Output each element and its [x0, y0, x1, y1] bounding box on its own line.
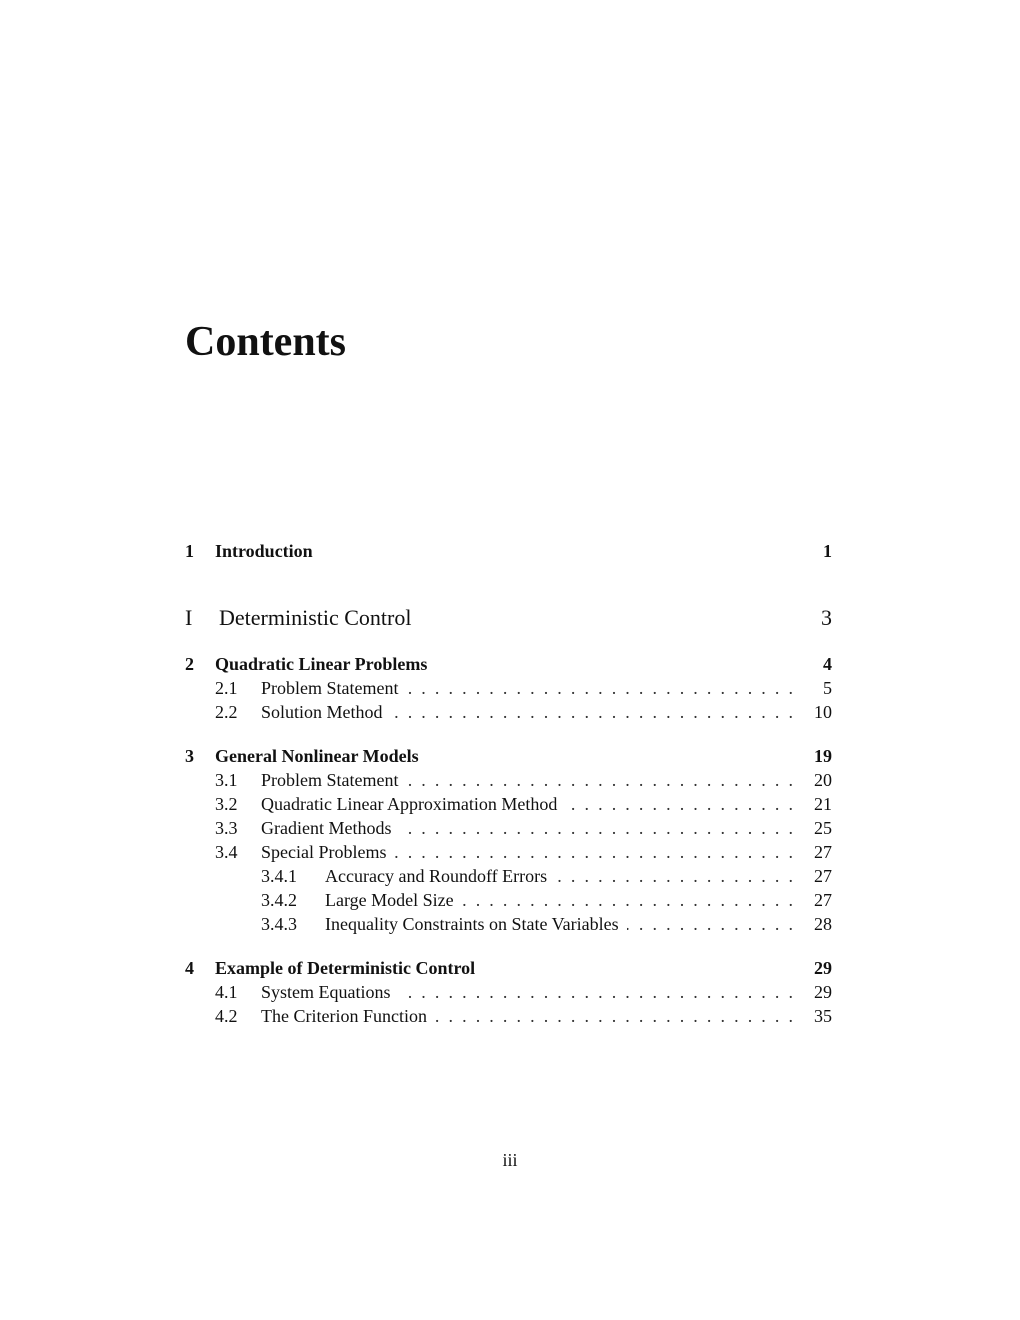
dot-leader	[406, 770, 793, 791]
entry-page: 27	[814, 865, 832, 886]
toc-entry-chapter[interactable]	[185, 652, 832, 676]
dot-leader	[565, 794, 793, 815]
entry-number: 3.3	[215, 817, 238, 838]
entry-page: 27	[814, 889, 832, 910]
page-title: Contents	[185, 319, 347, 365]
toc-entry-chapter[interactable]	[185, 956, 832, 980]
entry-page: 10	[814, 701, 832, 722]
entry-number: 3.4	[215, 841, 238, 862]
toc-entry-chapter[interactable]	[185, 539, 832, 563]
entry-number: 3.1	[215, 769, 238, 790]
entry-title: Problem Statement	[261, 677, 399, 698]
entry-number: 4.2	[215, 1005, 238, 1026]
entry-number: 3.4.2	[261, 889, 297, 910]
entry-title: Inequality Constraints on State Variables	[325, 913, 619, 934]
entry-page: 29	[814, 981, 832, 1002]
page-number: iii	[502, 1150, 518, 1170]
entry-number: I	[185, 605, 193, 630]
toc-entry-part[interactable]	[185, 603, 832, 633]
toc-entry-section[interactable]	[185, 700, 832, 724]
entry-number: 4.1	[215, 981, 238, 1002]
entry-number: 3	[185, 745, 194, 766]
entry-number: 4	[185, 957, 194, 978]
dot-leader	[399, 982, 793, 1003]
entry-number: 1	[185, 540, 194, 561]
entry-page: 19	[814, 745, 832, 766]
toc-entry-section[interactable]	[185, 1004, 832, 1028]
entry-page: 25	[814, 817, 832, 838]
entry-title: Solution Method	[261, 701, 383, 722]
entry-number: 3.4.3	[261, 913, 297, 934]
dot-leader	[394, 842, 793, 863]
entry-page: 29	[814, 957, 832, 978]
entry-title: The Criterion Function	[261, 1005, 427, 1026]
toc-entry-section[interactable]	[185, 840, 832, 864]
toc-entry-section[interactable]	[185, 792, 832, 816]
entry-page: 28	[814, 913, 832, 934]
entry-number: 2.2	[215, 701, 238, 722]
entry-title: Deterministic Control	[219, 605, 412, 630]
entry-title: Quadratic Linear Problems	[215, 653, 428, 674]
entry-number: 2.1	[215, 677, 238, 698]
dot-leader	[391, 702, 793, 723]
entry-page: 21	[814, 793, 832, 814]
entry-title: Special Problems	[261, 841, 387, 862]
entry-title: Example of Deterministic Control	[215, 957, 476, 978]
toc-entry-subsection[interactable]	[185, 888, 832, 912]
toc-entry-section[interactable]	[185, 816, 832, 840]
entry-page: 1	[823, 540, 832, 561]
entry-number: 3.4.1	[261, 865, 297, 886]
toc-entry-chapter[interactable]	[185, 744, 832, 768]
entry-page: 4	[823, 653, 832, 674]
dot-leader	[555, 866, 793, 887]
entry-title: Accuracy and Roundoff Errors	[325, 865, 548, 886]
entry-page: 5	[823, 677, 832, 698]
toc-entry-subsection[interactable]	[185, 864, 832, 888]
entry-page: 27	[814, 841, 832, 862]
toc-entry-section[interactable]	[185, 676, 832, 700]
entry-title: Gradient Methods	[261, 817, 392, 838]
entry-title: General Nonlinear Models	[215, 745, 419, 766]
entry-page: 3	[821, 605, 832, 630]
toc-entry-section[interactable]	[185, 980, 832, 1004]
entry-title: Large Model Size	[325, 889, 454, 910]
dot-leader	[406, 678, 793, 699]
toc-entry-section[interactable]	[185, 768, 832, 792]
toc-entry-subsection[interactable]	[185, 912, 832, 936]
dot-leader	[462, 890, 793, 911]
entry-title: Quadratic Linear Approximation Method	[261, 793, 558, 814]
dot-leader	[627, 914, 793, 935]
entry-number: 3.2	[215, 793, 238, 814]
dot-leader	[435, 1006, 793, 1027]
entry-title: System Equations	[261, 981, 391, 1002]
entry-title: Introduction	[215, 540, 313, 561]
dot-leader	[399, 818, 793, 839]
entry-number: 2	[185, 653, 194, 674]
entry-title: Problem Statement	[261, 769, 399, 790]
entry-page: 35	[814, 1005, 832, 1026]
entry-page: 20	[814, 769, 832, 790]
